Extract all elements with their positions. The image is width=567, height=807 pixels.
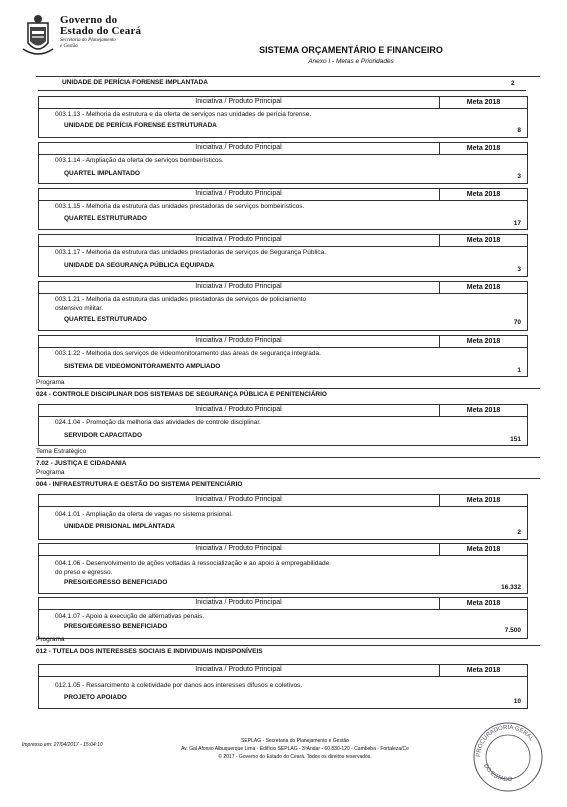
column-header-label: Iniciativa / Produto Principal [195, 545, 282, 552]
meta-value: 10 [513, 698, 521, 705]
initiative-block [38, 664, 528, 709]
product-label: QUARTEL IMPLANTADO [64, 170, 140, 177]
column-header-label: Iniciativa / Produto Principal [195, 599, 282, 606]
program-title: 004 - INFRAESTRUTURA E GESTÃO DO SISTEMA PENITENCIÁRIO [36, 481, 243, 488]
initiative-desc: 004.1.07 - Apoio à execução de alternativas penais. [55, 613, 205, 620]
meta-value: 2 [511, 80, 515, 87]
initiative-block [38, 335, 528, 377]
column-header-label: Iniciativa / Produto Principal [195, 496, 282, 503]
column-header-meta: Meta 2018 [439, 495, 527, 506]
meta-value: 2 [517, 529, 521, 536]
product-label: QUARTEL ESTRUTURADO [64, 316, 147, 323]
column-header-label: Iniciativa / Produto Principal [195, 406, 282, 413]
logo-sub2: e Gestão [60, 44, 78, 49]
column-header-label: Iniciativa / Produto Principal [195, 337, 282, 344]
initiative-block [38, 234, 528, 277]
coat-of-arms-icon [20, 13, 56, 57]
divider [36, 478, 540, 479]
initiative-desc: 004.1.06 - Desenvolvimento de ações voltadas à ressocialização e ao apoio à empregabilidade [55, 560, 330, 567]
initiative-block [38, 281, 528, 331]
page-title: SISTEMA ORÇAMENTÁRIO E FINANCEIRO [259, 45, 443, 55]
official-stamp [468, 715, 548, 795]
initiative-block [38, 142, 528, 184]
divider [36, 76, 540, 77]
printed-timestamp: Impresso em: 27/04/2017 - 15:04:10 [22, 742, 103, 748]
divider [36, 645, 540, 646]
column-header-meta: Meta 2018 [439, 143, 527, 154]
divider [38, 90, 526, 91]
product-label: SISTEMA DE VIDEOMONITORAMENTO AMPLIADO [64, 363, 221, 370]
initiative-desc: 024.1.04 - Promoção da melhoria das atividades de controle disciplinar. [55, 419, 261, 426]
meta-value: 3 [517, 266, 521, 273]
initiative-desc-cont: do preso e egresso. [55, 569, 113, 576]
column-header-meta: Meta 2018 [439, 336, 527, 347]
initiative-block [38, 494, 528, 540]
meta-value: 1 [517, 367, 521, 374]
meta-value: 7.500 [504, 627, 521, 634]
product-label: UNIDADE DE PERÍCIA FORENSE ESTRUTURADA [64, 122, 217, 129]
section-label: Tema Estratégico [36, 448, 87, 455]
product-label: PRESO/EGRESSO BENEFICIADO [64, 623, 168, 630]
product-label: QUARTEL ESTRUTURADO [64, 215, 147, 222]
initiative-desc: 003.1.13 - Melhoria da estrutura e da oferta de serviços nas unidades de perícia forense. [55, 111, 312, 118]
logo-line1: Governo do [60, 14, 118, 26]
initiative-block [38, 404, 528, 446]
column-header-meta: Meta 2018 [439, 282, 527, 293]
section-label: Programa [36, 469, 65, 476]
column-header-label: Iniciativa / Produto Principal [195, 144, 282, 151]
meta-value: 3 [517, 173, 521, 180]
initiative-desc: 012.1.05 - Ressarcimento à coletividade por danos aos interesses difusos e coletivos. [55, 682, 303, 689]
logo-line2: Estado do Ceará [60, 25, 142, 37]
page-subtitle: Anexo I - Metas e Prioridades [308, 58, 394, 65]
product-label: PROJETO APOIADO [64, 694, 127, 701]
initiative-desc: 003.1.22 - Melhoria dos serviços de videomonitoramento das áreas de segurança integrada. [55, 350, 321, 357]
column-header-label: Iniciativa / Produto Principal [195, 283, 282, 290]
initiative-desc: 003.1.21 - Melhoria da estrutura das unidades prestadoras de serviços de policiamento [55, 296, 307, 303]
svg-text:DO ESTADO [482, 763, 513, 783]
column-header-meta: Meta 2018 [439, 235, 527, 246]
footer-line: Av. Gal Afonso Albuquerque Lima - Edifício SEPLAG - 3ºAndar - 60.830-120 - Cambeba - Fortaleza/Ce [181, 746, 409, 752]
initiative-desc: 003.1.17 - Melhoria da estrutura das unidades prestadoras de serviços de Segurança Pública. [55, 249, 326, 256]
column-header-meta: Meta 2018 [439, 405, 527, 416]
column-header-meta: Meta 2018 [439, 97, 527, 108]
state-logo [20, 13, 170, 58]
product-label: UNIDADE PRISIONAL IMPLANTADA [64, 523, 175, 530]
program-title: 024 - CONTROLE DISCIPLINAR DOS SISTEMAS DE SEGURANÇA PÚBLICA E PENITENCIÁRIO [36, 391, 327, 398]
column-header-label: Iniciativa / Produto Principal [195, 666, 282, 673]
meta-value: 17 [513, 220, 521, 227]
initiative-desc: 004.1.01 - Ampliação da oferta de vagas no sistema prisional. [55, 511, 233, 518]
initiative-desc: 003.1.15 - Melhoria da estrutura das unidades prestadoras de serviços bombeirísticos. [55, 203, 305, 210]
column-header-label: Iniciativa / Produto Principal [195, 98, 282, 105]
section-label: Programa [36, 379, 65, 386]
stamp-bottom-text: DO ESTADO [482, 763, 513, 784]
meta-value: 8 [517, 127, 521, 134]
footer-line: © 2017 - Governo do Estado do Ceará. Todos os direitos reservados. [218, 754, 372, 760]
product-label: PRESO/EGRESSO BENEFICIADO [64, 579, 168, 586]
product-label: UNIDADE DE PERÍCIA FORENSE IMPLANTADA [62, 79, 208, 86]
initiative-desc: 003.1.14 - Ampliação da oferta de serviços bombeirísticos. [55, 157, 224, 164]
initiative-desc-cont: ostensivo militar. [55, 305, 104, 312]
column-header-meta: Meta 2018 [439, 598, 527, 609]
initiative-block [38, 543, 528, 594]
product-label: SERVIDOR CAPACITADO [64, 432, 143, 439]
logo-sub1: Secretaria do Planejamento [60, 38, 116, 43]
section-label: Programa [36, 636, 65, 643]
theme-title: 7.02 - JUSTIÇA E CIDADANIA [36, 460, 127, 467]
column-header-meta: Meta 2018 [439, 544, 527, 555]
svg-text:PROCURADORIA GERAL [476, 725, 535, 757]
footer-line: SEPLAG - Secretaria do Planejamento e Gestão [241, 738, 349, 744]
program-title: 012 - TUTELA DOS INTERESSES SOCIAIS E INDIVIDUAIS INDISPONÍVEIS [36, 648, 263, 655]
stamp-top-text: PROCURADORIA GERAL [475, 724, 535, 758]
divider [36, 457, 540, 458]
meta-value: 16.332 [501, 584, 521, 591]
column-header-meta: Meta 2018 [439, 189, 527, 200]
divider [36, 388, 540, 389]
product-label: UNIDADE DA SEGURANÇA PÚBLICA EQUIPADA [64, 262, 215, 269]
column-header-meta: Meta 2018 [439, 665, 527, 676]
meta-value: 151 [510, 436, 521, 443]
initiative-block [38, 597, 528, 639]
column-header-label: Iniciativa / Produto Principal [195, 190, 282, 197]
meta-value: 70 [513, 319, 521, 326]
initiative-block [38, 96, 528, 138]
column-header-label: Iniciativa / Produto Principal [195, 236, 282, 243]
initiative-block [38, 188, 528, 230]
